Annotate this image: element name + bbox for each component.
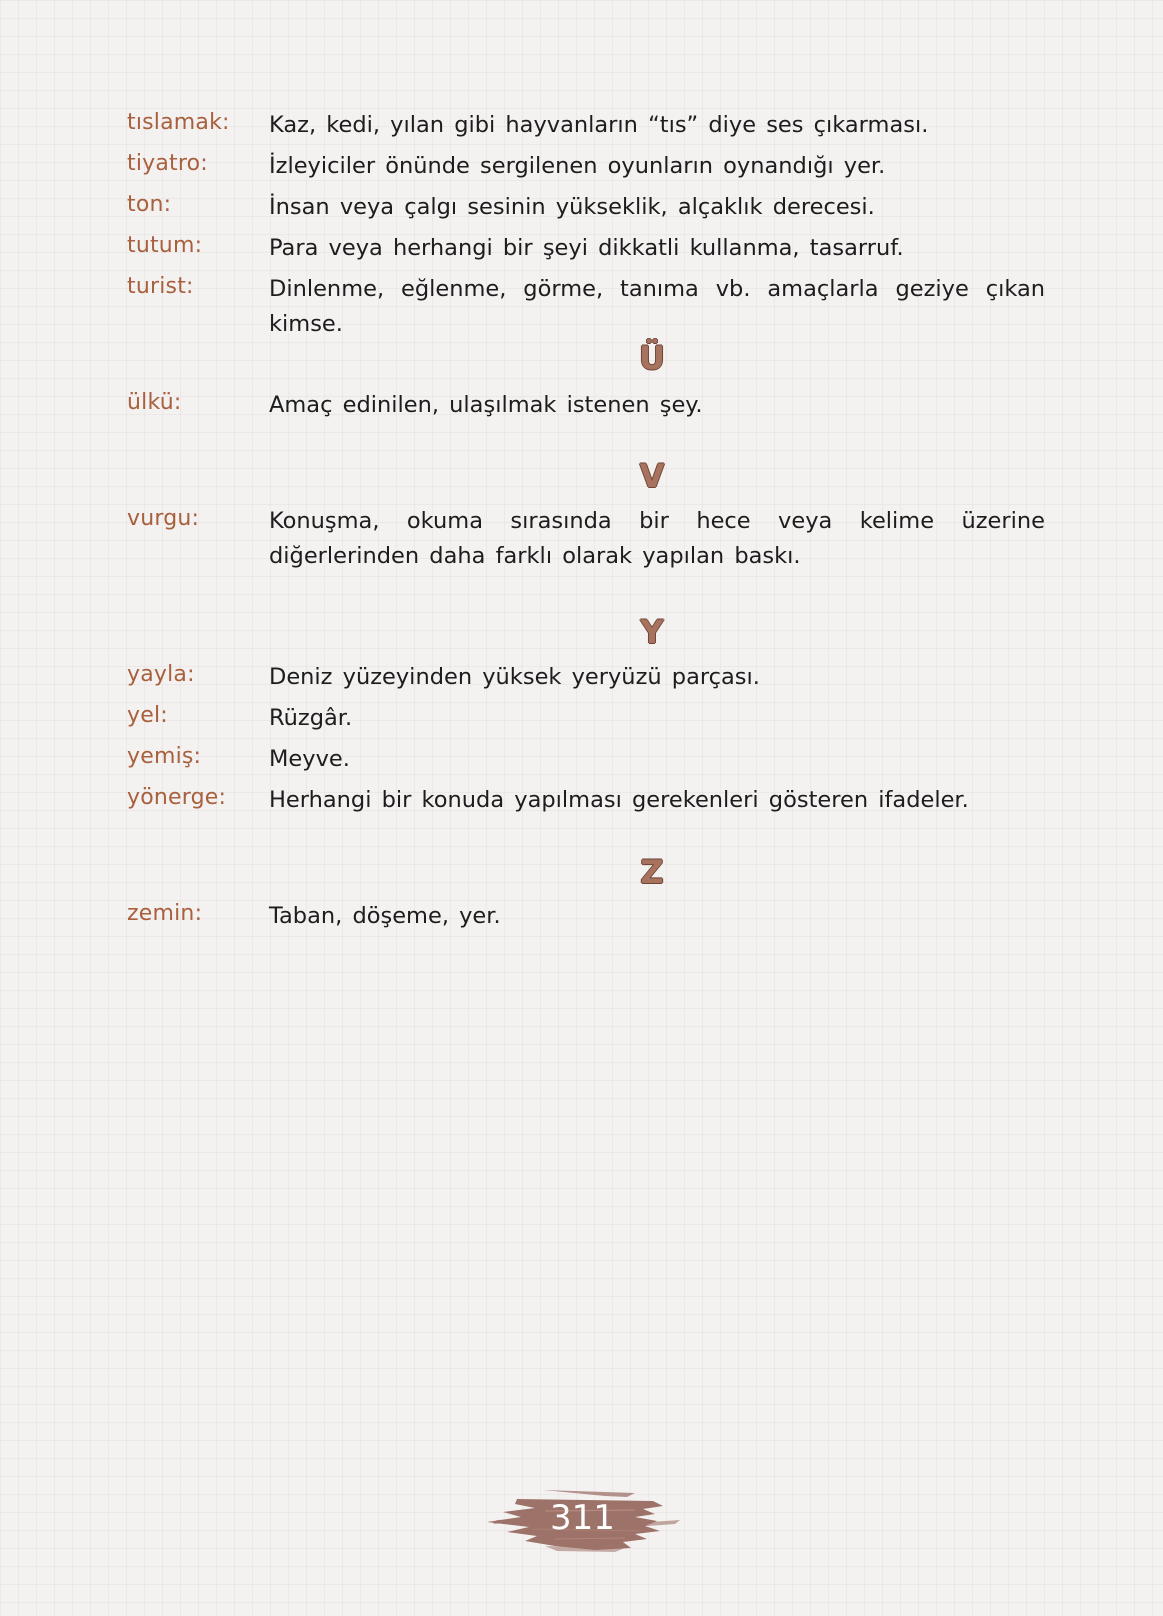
entry-term: yayla: (127, 662, 195, 687)
entry-term: tiyatro: (127, 151, 208, 176)
entry-definition: Amaç edinilen, ulaşılmak istenen şey. (269, 392, 703, 418)
entry-term: yel: (127, 703, 168, 728)
entry-definition: Para veya herhangi bir şeyi dikkatli kullanma, tasarruf. (269, 235, 904, 261)
entry-definition: Meyve. (269, 746, 350, 772)
entry-definition: İzleyiciler önünde sergilenen oyunların oynandığı yer. (269, 153, 886, 179)
entry-term: yönerge: (127, 785, 227, 810)
section-letter-y: Y (640, 613, 664, 651)
entry-term: tıslamak: (127, 110, 230, 135)
entry-definition: Deniz yüzeyinden yüksek yeryüzü parçası. (269, 664, 760, 690)
entry-term: zemin: (127, 901, 203, 926)
entry-term: tutum: (127, 233, 203, 258)
entry-definition: Taban, döşeme, yer. (269, 903, 501, 929)
entry-definition: Kaz, kedi, yılan gibi hayvanların “tıs” diye ses çıkarması. (269, 112, 929, 138)
entry-term: turist: (127, 274, 194, 299)
entry-term: vurgu: (127, 506, 200, 531)
entry-definition: Herhangi bir konuda yapılması gerekenleri gösteren ifadeler. (269, 787, 969, 813)
entry-term: ton: (127, 192, 172, 217)
entry-term: ülkü: (127, 390, 182, 415)
entry-term: yemiş: (127, 744, 202, 769)
page-number-badge (485, 1484, 680, 1556)
section-letter-z: Z (640, 853, 664, 891)
entry-definition: Dinlenme, eğlenme, görme, tanıma vb. amaçlarla geziye çıkan kimse. (269, 276, 1045, 337)
page-number: 311 (550, 1498, 615, 1538)
entry-definition: İnsan veya çalgı sesinin yükseklik, alçaklık derecesi. (269, 194, 875, 220)
section-letter-v: V (639, 457, 665, 495)
entry-definition: Konuşma, okuma sırasında bir hece veya kelime üzerine diğerlerinden daha farklı olarak yapılan baskı. (269, 508, 1045, 569)
entry-definition: Rüzgâr. (269, 705, 353, 731)
section-letter-u: Ü (639, 339, 665, 377)
